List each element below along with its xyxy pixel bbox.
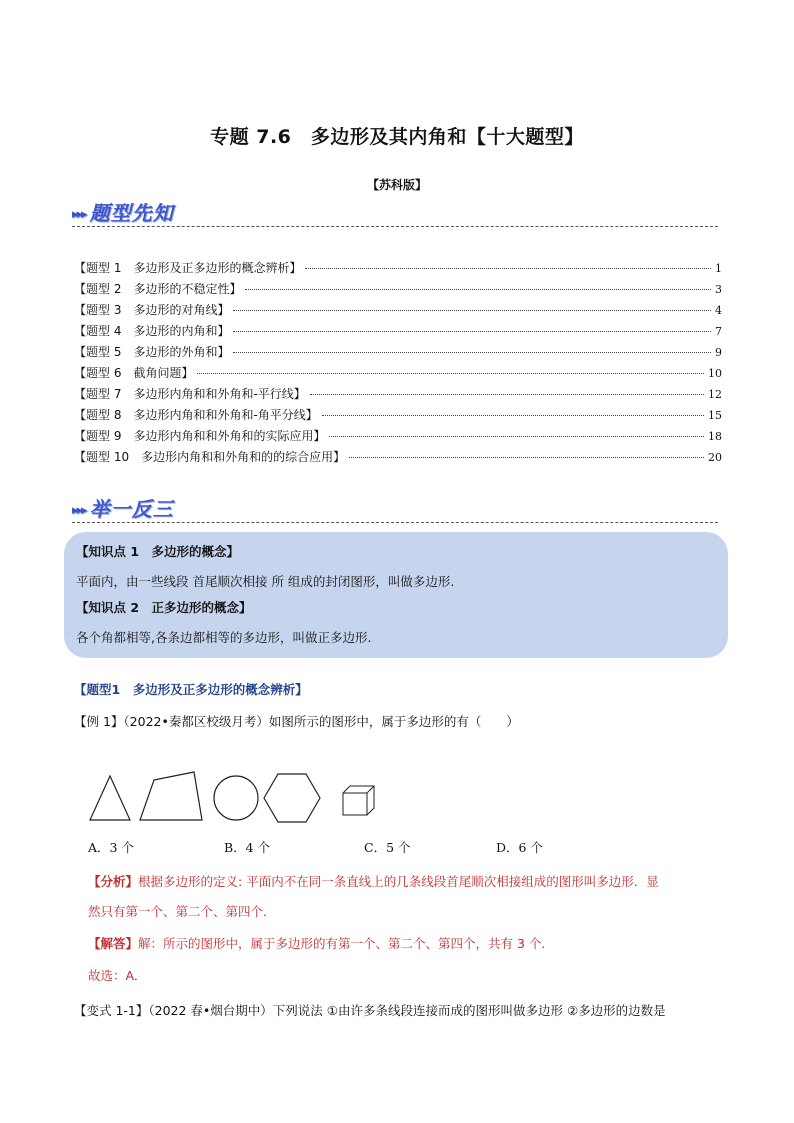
banner-text: 题型先知 [89, 201, 174, 225]
toc-item[interactable] [74, 280, 722, 301]
analysis-text: 根据多边形的定义: 平面内不在同一条直线上的几条线段首尾顺次相接组成的图形叫多边形．显 [138, 874, 659, 889]
toc-leader [305, 268, 711, 269]
section-banner-practice [72, 496, 222, 522]
toc-leader [310, 394, 704, 395]
section-banner-preview [72, 200, 222, 226]
toc-page: 1 [715, 262, 722, 275]
toc-label: 【题型 10 多边形内角和和外角和的的综合应用】 [74, 450, 346, 464]
toc-label: 【题型 4 多边形的内角和】 [74, 324, 230, 338]
toc-page: 3 [715, 283, 722, 296]
toc-item[interactable] [74, 448, 722, 469]
analysis-line-2: 然只有第一个、第二个、第四个． [88, 904, 276, 919]
toc-page: 9 [715, 346, 722, 359]
page-title: 专题 7.6 多边形及其内角和【十大题型】 [210, 126, 584, 148]
toc-label: 【题型 1 多边形及正多边形的概念辨析】 [74, 261, 302, 275]
banner-text: 举一反三 [89, 497, 174, 521]
answer-text: 解：所示的图形中，属于多边形的有第一个、第二个、第四个，共有 3 个． [138, 936, 554, 951]
analysis-line-1 [88, 872, 659, 890]
example-question: 【例 1】（2022•秦都区校级月考）如图所示的图形中，属于多边形的有（ ） [74, 714, 519, 729]
toc-leader [233, 352, 711, 353]
toc-item[interactable] [74, 385, 722, 406]
table-of-contents [74, 259, 722, 469]
quadrilateral-shape [140, 772, 202, 820]
hexagon-shape [264, 774, 320, 822]
toc-item[interactable] [74, 364, 722, 385]
triangle-shape [90, 776, 130, 820]
toc-item[interactable] [74, 259, 722, 280]
dashed-divider [72, 522, 718, 523]
section-heading: 【题型1 多边形及正多边形的概念辨析】 [74, 682, 308, 697]
toc-label: 【题型 7 多边形内角和和外角和-平行线】 [74, 387, 306, 401]
toc-leader [245, 289, 711, 290]
toc-label: 【题型 9 多边形内角和和外角和的实际应用】 [74, 429, 326, 443]
toc-leader [322, 415, 704, 416]
variant-question: 【变式 1-1】（2022 春•烟台期中）下列说法 ①由许多条线段连接而成的图形叫做多边形 ②多边形的边数是 [74, 1003, 666, 1018]
toc-item[interactable] [74, 406, 722, 427]
shapes-figure [84, 770, 384, 832]
toc-label: 【题型 5 多边形的外角和】 [74, 345, 230, 359]
option-d[interactable]: D．6 个 [496, 840, 543, 855]
toc-label: 【题型 8 多边形内角和和外角和-角平分线】 [74, 408, 318, 422]
toc-leader [233, 331, 711, 332]
toc-page: 4 [715, 304, 722, 317]
triple-arrow-icon: ▸▸▸ [72, 503, 86, 518]
toc-item[interactable] [74, 343, 722, 364]
final-choice: 故选：A． [88, 968, 147, 983]
toc-page: 7 [715, 325, 722, 338]
toc-label: 【题型 2 多边形的不稳定性】 [74, 282, 242, 296]
toc-page: 10 [708, 367, 722, 380]
toc-page: 15 [708, 409, 722, 422]
toc-leader [329, 436, 704, 437]
knowledge-box [64, 532, 728, 658]
toc-item[interactable] [74, 427, 722, 448]
circle-shape [214, 776, 258, 820]
answer-label: 【解答】 [88, 936, 139, 951]
toc-page: 20 [708, 451, 722, 464]
analysis-label: 【分析】 [88, 874, 139, 889]
option-a[interactable]: A．3 个 [88, 840, 134, 855]
answer-line [88, 934, 554, 952]
knowledge-point-2-text: 各个角都相等,各条边都相等的多边形，叫做正多边形. [76, 630, 372, 645]
toc-page: 12 [708, 388, 722, 401]
toc-item[interactable] [74, 322, 722, 343]
option-c[interactable]: C．5 个 [364, 840, 411, 855]
option-b[interactable]: B．4 个 [224, 840, 271, 855]
dashed-divider [72, 226, 718, 227]
knowledge-point-1-text: 平面内，由一些线段 首尾顺次相接 所 组成的封闭图形，叫做多边形. [76, 574, 455, 589]
page-subtitle: 【苏科版】 [366, 178, 427, 192]
toc-item[interactable] [74, 301, 722, 322]
toc-page: 18 [708, 430, 722, 443]
cube-shape [343, 786, 374, 815]
toc-leader [197, 373, 704, 374]
toc-leader [233, 310, 711, 311]
toc-label: 【题型 6 截角问题】 [74, 366, 194, 380]
toc-leader [349, 457, 704, 458]
triple-arrow-icon: ▸▸▸ [72, 207, 86, 222]
knowledge-point-2-title: 【知识点 2 正多边形的概念】 [76, 600, 252, 615]
toc-label: 【题型 3 多边形的对角线】 [74, 303, 230, 317]
knowledge-point-1-title: 【知识点 1 多边形的概念】 [76, 544, 240, 559]
